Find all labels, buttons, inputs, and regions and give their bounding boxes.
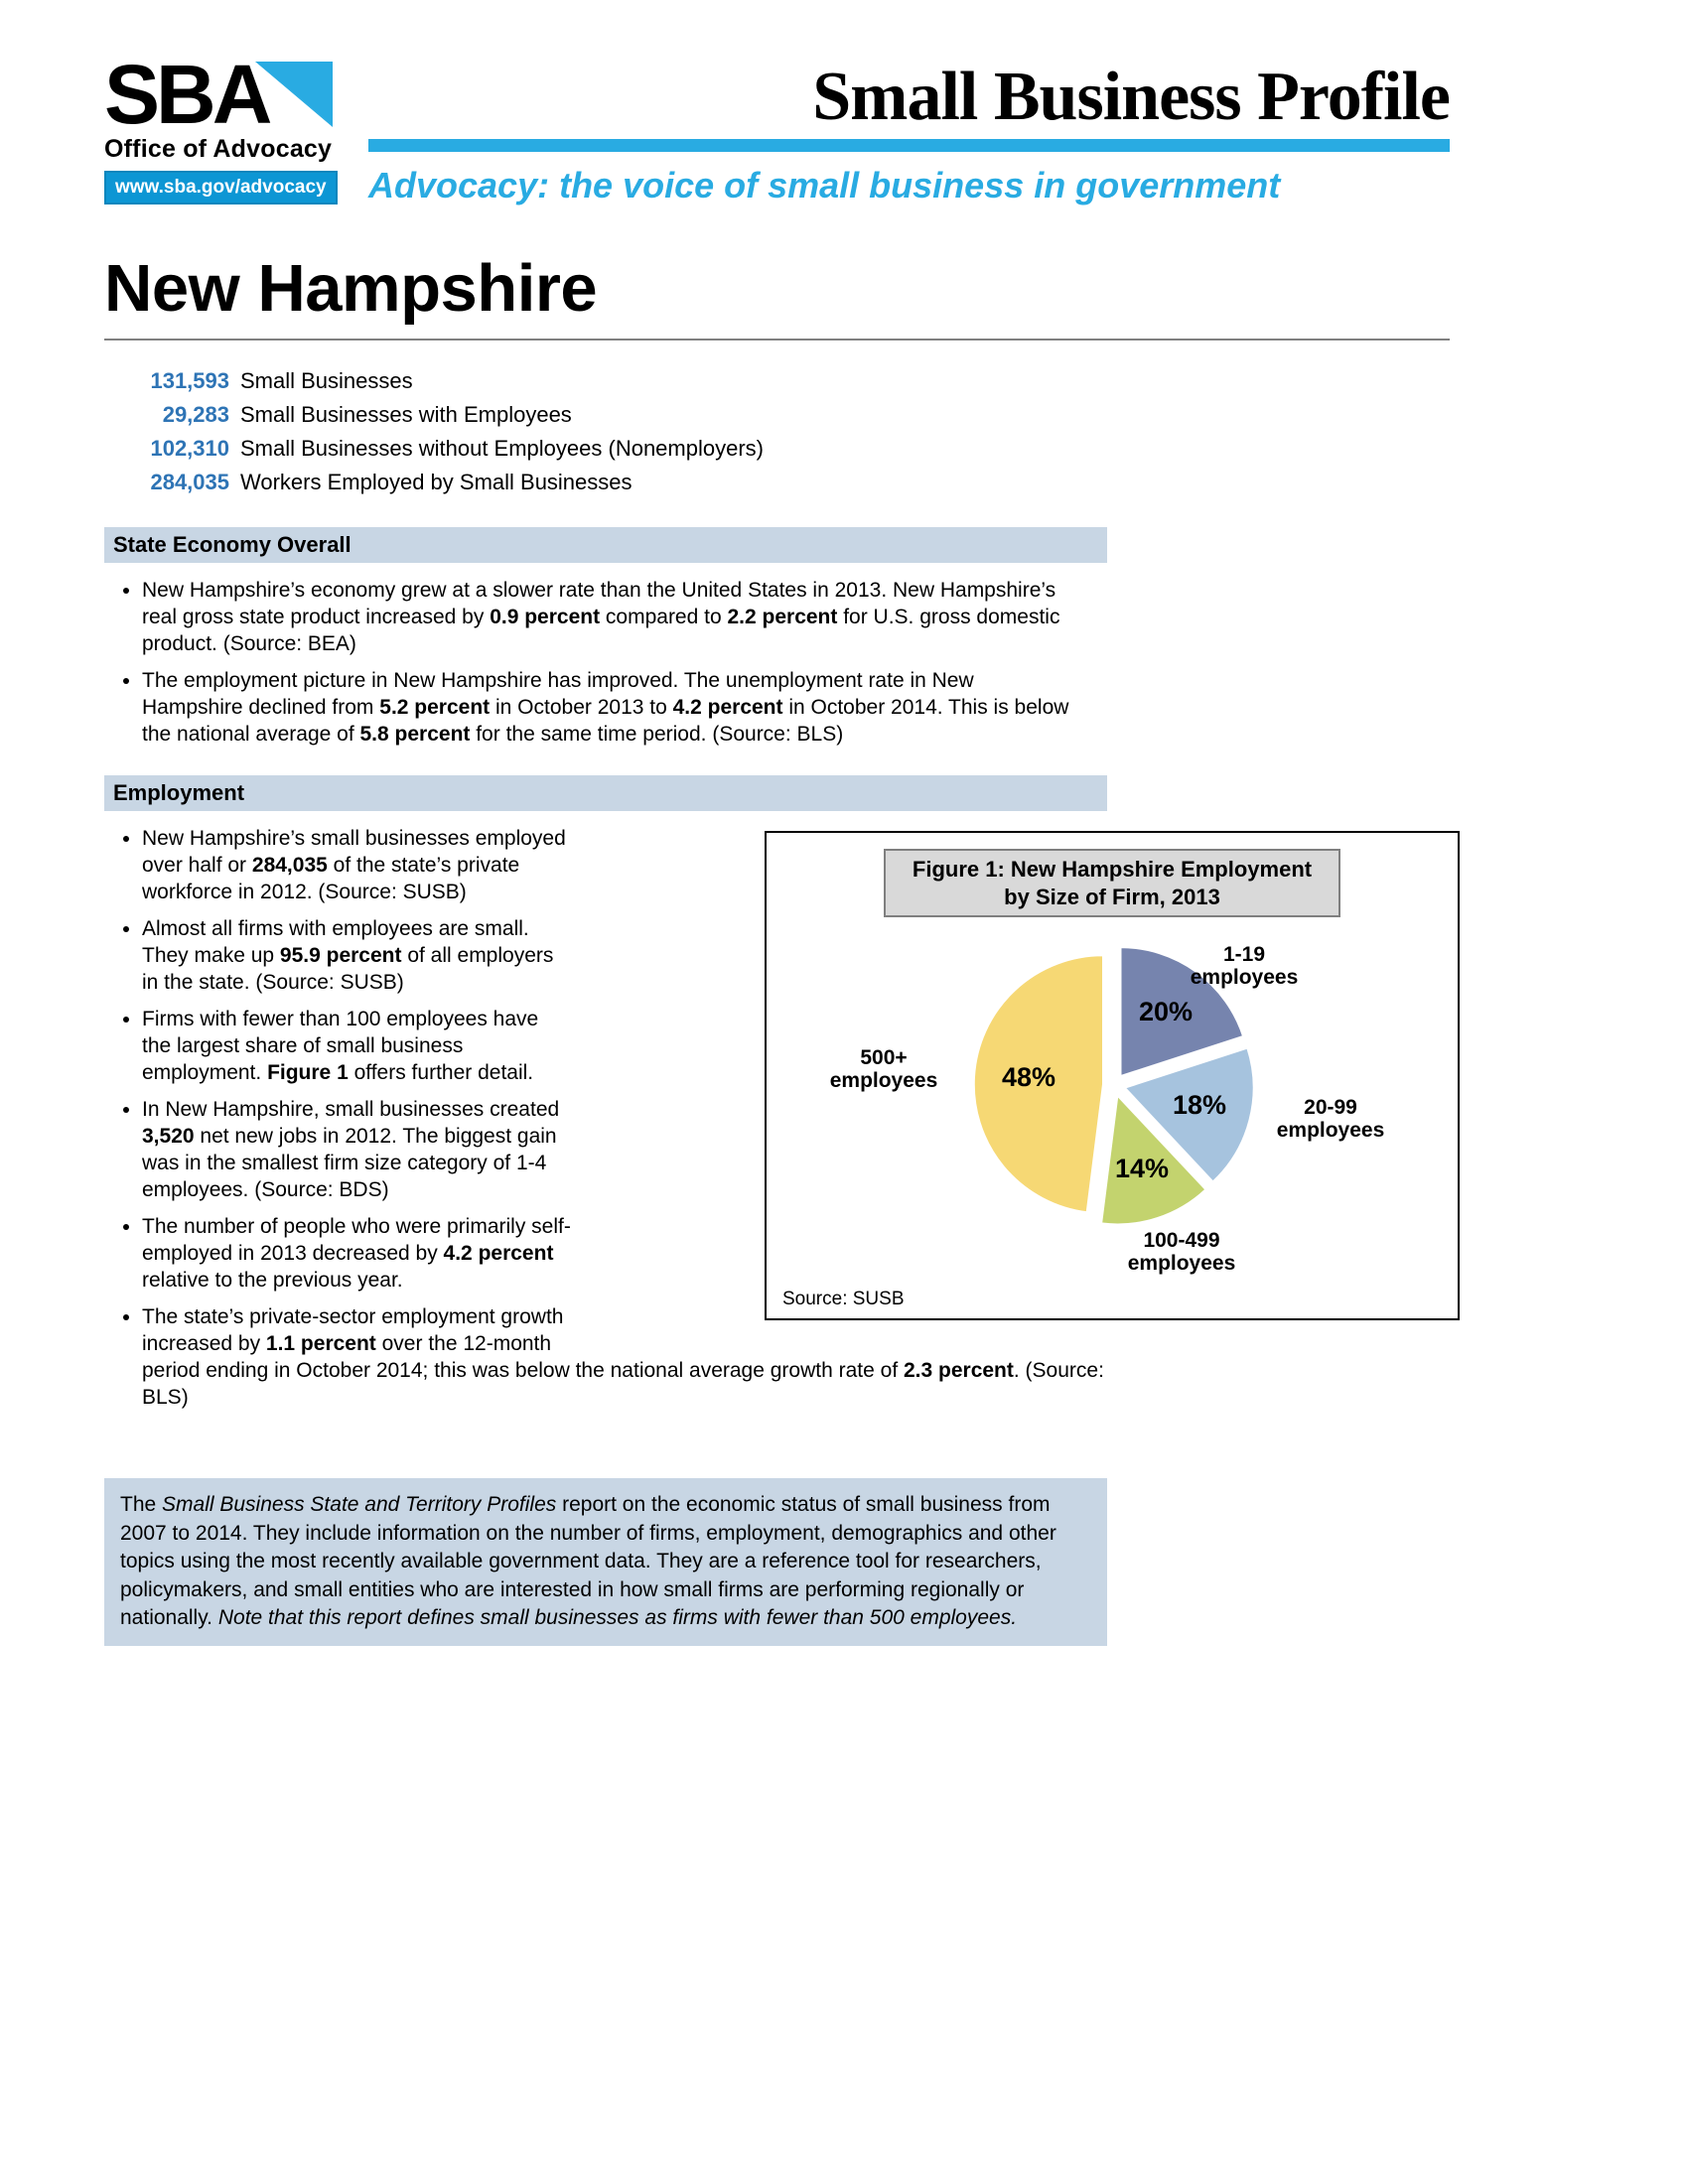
pie-chart-area	[767, 921, 1462, 1289]
masthead-right	[368, 58, 1450, 206]
pie-category-label: 20-99 employees	[1276, 1096, 1385, 1143]
stat-row	[104, 432, 1450, 466]
stat-row	[104, 398, 1450, 432]
footer-note: The Small Business State and Territory Profiles report on the economic status of small business from 2007 to 2014. They include information on the number of firms, employment, demographics and other topics using the most recently available government data. They are a reference tool for researchers, policymakers, and small entities who are interested in how small firms are performing regionally or nationally. Note that this report defines small businesses as firms with fewer than 500 employees.	[104, 1478, 1107, 1646]
bullet-item: • Almost all firms with employees are small. They make up 95.9 percent of all employers in the state. (Source: SUSB)	[142, 915, 1107, 996]
stat-value: 102,310	[150, 436, 229, 462]
pie-category-label: 100-499 employees	[1127, 1229, 1236, 1276]
bullet-item: • New Hampshire’s small businesses employed over half or 284,035 of the state’s private workforce in 2012. (Source: SUSB)	[142, 825, 1107, 905]
figure-source: Source: SUSB	[782, 1289, 905, 1310]
section-header-economy: State Economy Overall	[104, 527, 1107, 563]
pie-category-label: 500+ employees	[829, 1046, 938, 1093]
pie-percent-label: 48%	[1001, 1062, 1056, 1093]
bullet-item: • The number of people who were primarily self-employed in 2013 decreased by 4.2 percent relative to the previous year.	[142, 1213, 1107, 1294]
pie-percent-label: 20%	[1138, 997, 1194, 1027]
stat-value: 131,593	[150, 368, 229, 394]
masthead	[104, 58, 1450, 206]
stat-label: Small Businesses	[240, 368, 413, 394]
stat-row	[104, 364, 1450, 398]
section-header-employment: Employment	[104, 775, 1107, 811]
stat-label: Small Businesses with Employees	[240, 402, 572, 428]
bullet-item: • In New Hampshire, small businesses created 3,520 net new jobs in 2012. The biggest gain was in the smallest firm size category of 1-4 employees. (Source: BDS)	[142, 1096, 1107, 1203]
advocacy-url-link[interactable]: www.sba.gov/advocacy	[104, 171, 338, 205]
pie-percent-label: 18%	[1172, 1090, 1227, 1121]
stats-list	[104, 364, 1450, 499]
header-accent-bar	[368, 139, 1450, 152]
figure-box	[765, 831, 1460, 1320]
stat-label: Workers Employed by Small Businesses	[240, 470, 633, 495]
employment-section	[104, 825, 1385, 1421]
figure-title: Figure 1: New Hampshire Employment by Size of Firm, 2013	[884, 849, 1340, 917]
bullet-item: • The employment picture in New Hampshire has improved. The unemployment rate in New Hampshire declined from 5.2 percent in October 2013 to 4.2 percent in October 2014. This is below the national average of 5.8 percent for the same time period. (Source: BLS)	[142, 667, 1072, 748]
advocacy-tagline: Advocacy: the voice of small business in government	[368, 165, 1281, 206]
bullet-item: • New Hampshire’s economy grew at a slower rate than the United States in 2013. New Hampshire’s real gross state product increased by 0.9 percent compared to 2.2 percent for U.S. gross domestic product. (Source: BEA)	[142, 577, 1072, 657]
state-title: New Hampshire	[104, 251, 598, 327]
stat-value: 284,035	[150, 470, 229, 495]
pie-category-label: 1-19 employees	[1190, 943, 1299, 990]
title-rule	[104, 339, 1450, 341]
sba-logo	[104, 58, 341, 205]
bullet-item: • Firms with fewer than 100 employees have the largest share of small business employment. Figure 1 offers further detail.	[142, 1006, 1107, 1086]
office-of-advocacy-label: Office of Advocacy	[104, 135, 333, 163]
stat-label: Small Businesses without Employees (Nonemployers)	[240, 436, 764, 462]
stat-row	[104, 466, 1450, 499]
bullet-item: • The state’s private-sector employment growth increased by 1.1 percent over the 12-month period ending in October 2014; this was below the national average growth rate of 2.3 percent. (Source: BLS)	[142, 1303, 1107, 1411]
sba-wordmark-icon	[104, 58, 341, 133]
profile-title: Small Business Profile	[812, 59, 1450, 135]
pie-percent-label: 14%	[1114, 1154, 1170, 1184]
economy-bullet-list	[104, 577, 1107, 748]
sba-letters: SBA	[104, 58, 269, 133]
stat-value: 29,283	[162, 402, 229, 428]
